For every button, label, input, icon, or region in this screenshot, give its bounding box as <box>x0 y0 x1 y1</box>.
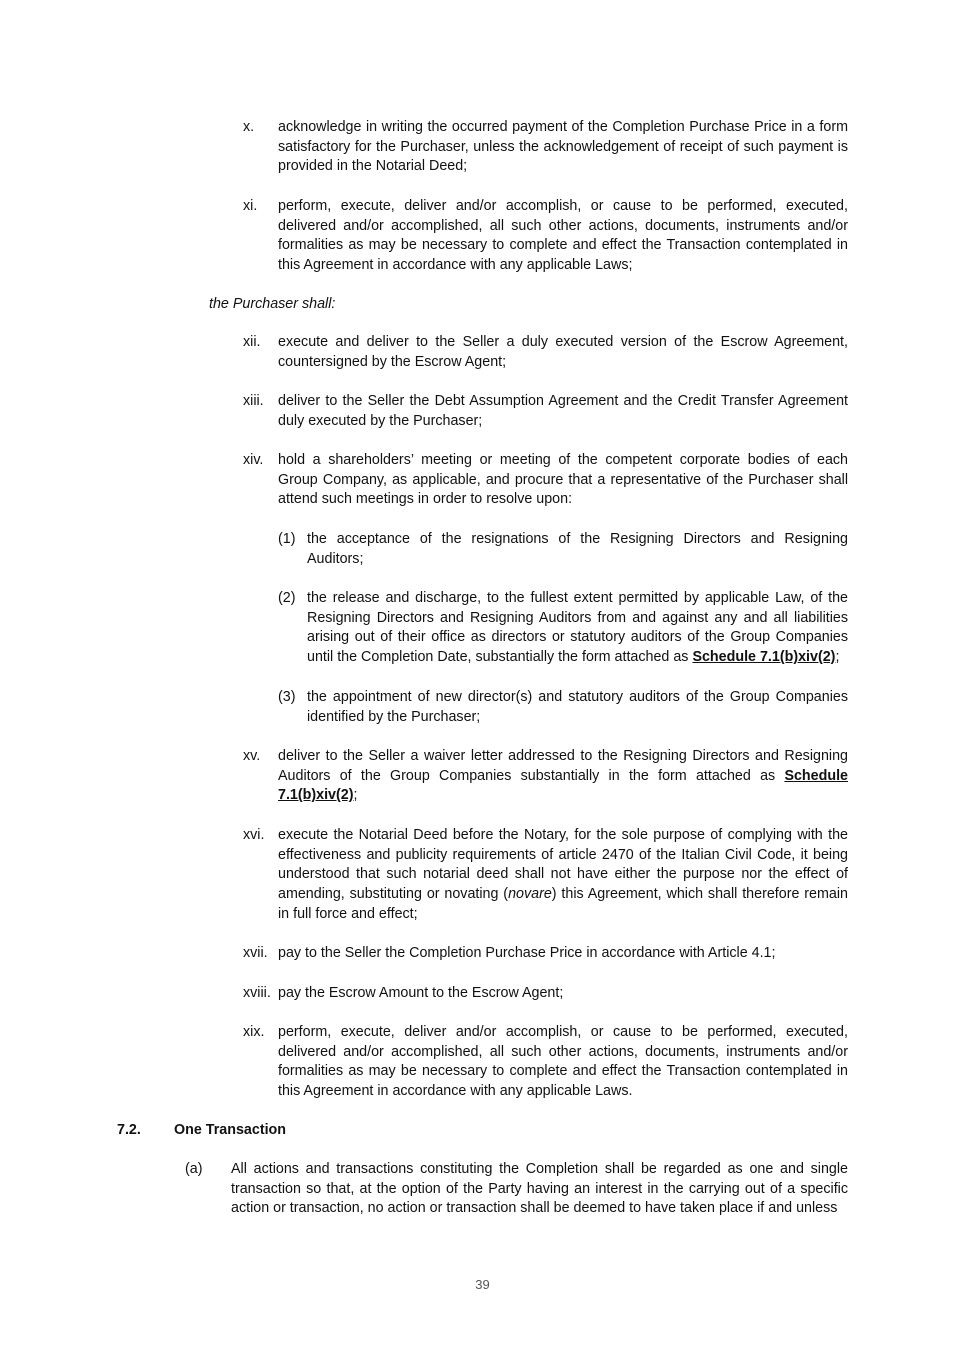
item-number: xiii. <box>243 393 264 409</box>
item-number: xix. <box>243 1024 265 1040</box>
subitem-text: the release and discharge, to the fullest extent permitted by applicable Law, of the Resigning Directors and Resigning Auditors from and against any and all liabilities arising out of their office as directors or statutory auditors of the Group Companies until the Completion Date, substantially the form attached as <box>307 590 848 666</box>
paragraph: All actions and transactions constituting the Completion shall be regarded as one and single transaction so that, at the option of the Party having an interest in the carrying out of a specific action or transaction, no action or transaction shall be deemed to have taken place if and unless <box>231 1161 848 1217</box>
list-item: acknowledge in writing the occurred payment of the Completion Purchase Price in a form satisfactory for the Purchaser, unless the acknowledgement of receipt of such payment is provided in the Notarial Deed; <box>278 119 848 175</box>
schedule-reference-link[interactable]: Schedule 7.1(b)xiv(2) <box>278 767 848 804</box>
subitem-number: (2) <box>278 590 296 606</box>
sub-list-item <box>307 589 848 668</box>
subitem-number: (3) <box>278 689 296 705</box>
item-number: xv. <box>243 748 261 764</box>
list-item: perform, execute, deliver and/or accomplish, or cause to be performed, executed, delivered and/or accomplished, all such other actions, documents, instruments and/or formalities as may be necessary to complete and effect the Transaction contemplated in this Agreement in accordance with any applicable Laws; <box>278 198 848 274</box>
item-number: xviii. <box>243 985 271 1001</box>
item-text-end: ) this Agreement, which shall therefore remain in full force and effect; <box>278 886 848 922</box>
item-number: xiv. <box>243 452 264 468</box>
item-text-end: ; <box>353 787 358 804</box>
item-number: xi. <box>243 198 258 214</box>
sub-list-item: the acceptance of the resignations of the Resigning Directors and Resigning Auditors; <box>307 531 848 567</box>
list-item: perform, execute, deliver and/or accomplish, or cause to be performed, executed, delivered and/or accomplished, all such other actions, documents, instruments and/or formalities as may be necessary to complete and effect the Transaction contemplated in this Agreement in accordance with any applicable Laws. <box>278 1024 848 1100</box>
list-item <box>278 747 848 806</box>
sub-list-item: the appointment of new director(s) and statutory auditors of the Group Companies identified by the Purchaser; <box>307 689 848 725</box>
list-item: hold a shareholders’ meeting or meeting of the competent corporate bodies of each Group Company, as applicable, and procure that a representative of the Purchaser shall attend such meetings in order to resolve upon: <box>278 452 848 508</box>
item-text: execute the Notarial Deed before the Notary, for the sole purpose of complying with the effectiveness and publicity requirements of article 2470 of the Italian Civil Code, it being understood that such notarial deed shall not have either the purpose nor the effect of amending, substituting or novating ( <box>278 827 848 903</box>
section-title: One Transaction <box>174 1122 287 1138</box>
subitem-text-end: ; <box>835 649 840 666</box>
list-item: execute and deliver to the Seller a duly executed version of the Escrow Agreement, countersigned by the Escrow Agent; <box>278 334 848 370</box>
list-item: deliver to the Seller the Debt Assumption Agreement and the Credit Transfer Agreement duly executed by the Purchaser; <box>278 393 848 429</box>
purchaser-intro: the Purchaser shall: <box>209 296 336 312</box>
paragraph-number: (a) <box>185 1161 203 1177</box>
list-item <box>278 826 848 925</box>
subitem-number: (1) <box>278 531 296 547</box>
italic-term: novare <box>508 886 552 903</box>
item-number: xvii. <box>243 945 268 961</box>
item-text: deliver to the Seller a waiver letter addressed to the Resigning Directors and Resigning Auditors of the Group Companies substantially in the form attached as <box>278 748 848 784</box>
list-item: pay to the Seller the Completion Purchase Price in accordance with Article 4.1; <box>278 945 776 961</box>
list-item: pay the Escrow Amount to the Escrow Agent; <box>278 985 564 1001</box>
item-number: xvi. <box>243 827 265 843</box>
section-number: 7.2. <box>117 1122 141 1138</box>
item-number: xii. <box>243 334 261 350</box>
page-number: 39 <box>475 1277 490 1292</box>
schedule-reference-link[interactable]: Schedule 7.1(b)xiv(2) <box>692 649 836 666</box>
item-number: x. <box>243 119 255 135</box>
